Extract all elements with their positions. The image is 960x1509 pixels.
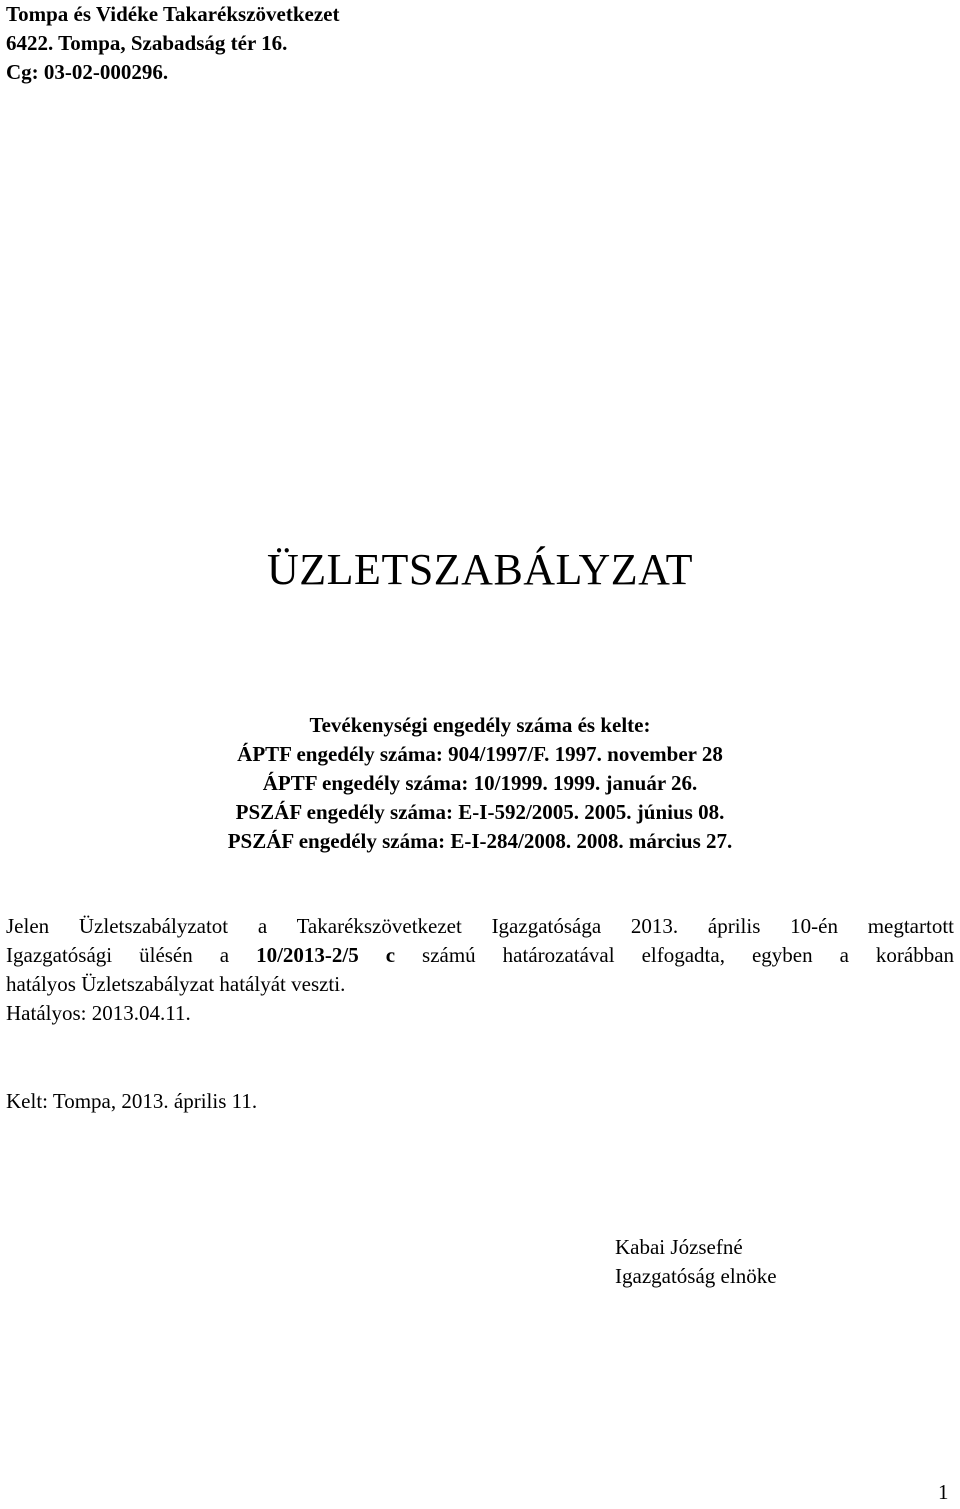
permit-line: PSZÁF engedély száma: E-I-592/2005. 2005. június 08. (235, 800, 725, 824)
statement-line-2-end: számú határozatával elfogadta, egyben a korábban (395, 943, 955, 967)
statement-line-2-start: Igazgatósági ülésén a (6, 943, 257, 967)
permit-line: PSZÁF engedély száma: E-I-284/2008. 2008. március 27. (227, 829, 733, 853)
permit-list (0, 711, 960, 856)
registry-number: Cg: 03-02-000296. (6, 60, 169, 84)
signatory-name: Kabai Józsefné (615, 1235, 743, 1259)
signatory-role: Igazgatóság elnöke (615, 1264, 777, 1288)
permit-line: ÁPTF engedély száma: 10/1999. 1999. január 26. (262, 771, 698, 795)
organization-name: Tompa és Vidéke Takarékszövetkezet (6, 2, 340, 26)
organization-address: 6422. Tompa, Szabadság tér 16. (6, 31, 288, 55)
approval-statement (6, 912, 954, 1028)
statement-line-1: Jelen Üzletszabályzatot a Takarékszövetkezet Igazgatósága 2013. április 10-én megtartott (6, 914, 954, 938)
effective-date: Hatályos: 2013.04.11. (6, 1001, 191, 1025)
document-title: ÜZLETSZABÁLYZAT (267, 545, 693, 594)
document-header (6, 0, 339, 87)
statement-line-2 (6, 941, 954, 970)
signature-block (615, 1233, 777, 1291)
issue-place-date: Kelt: Tompa, 2013. április 11. (6, 1089, 258, 1113)
resolution-number: 10/2013-2/5 c (256, 943, 396, 967)
statement-line-3: hatályos Üzletszabályzat hatályát veszti. (6, 972, 346, 996)
permit-line: ÁPTF engedély száma: 904/1997/F. 1997. november 28 (237, 742, 723, 766)
permit-heading: Tevékenységi engedély száma és kelte: (309, 713, 651, 737)
page-number: 1 (938, 1480, 949, 1504)
